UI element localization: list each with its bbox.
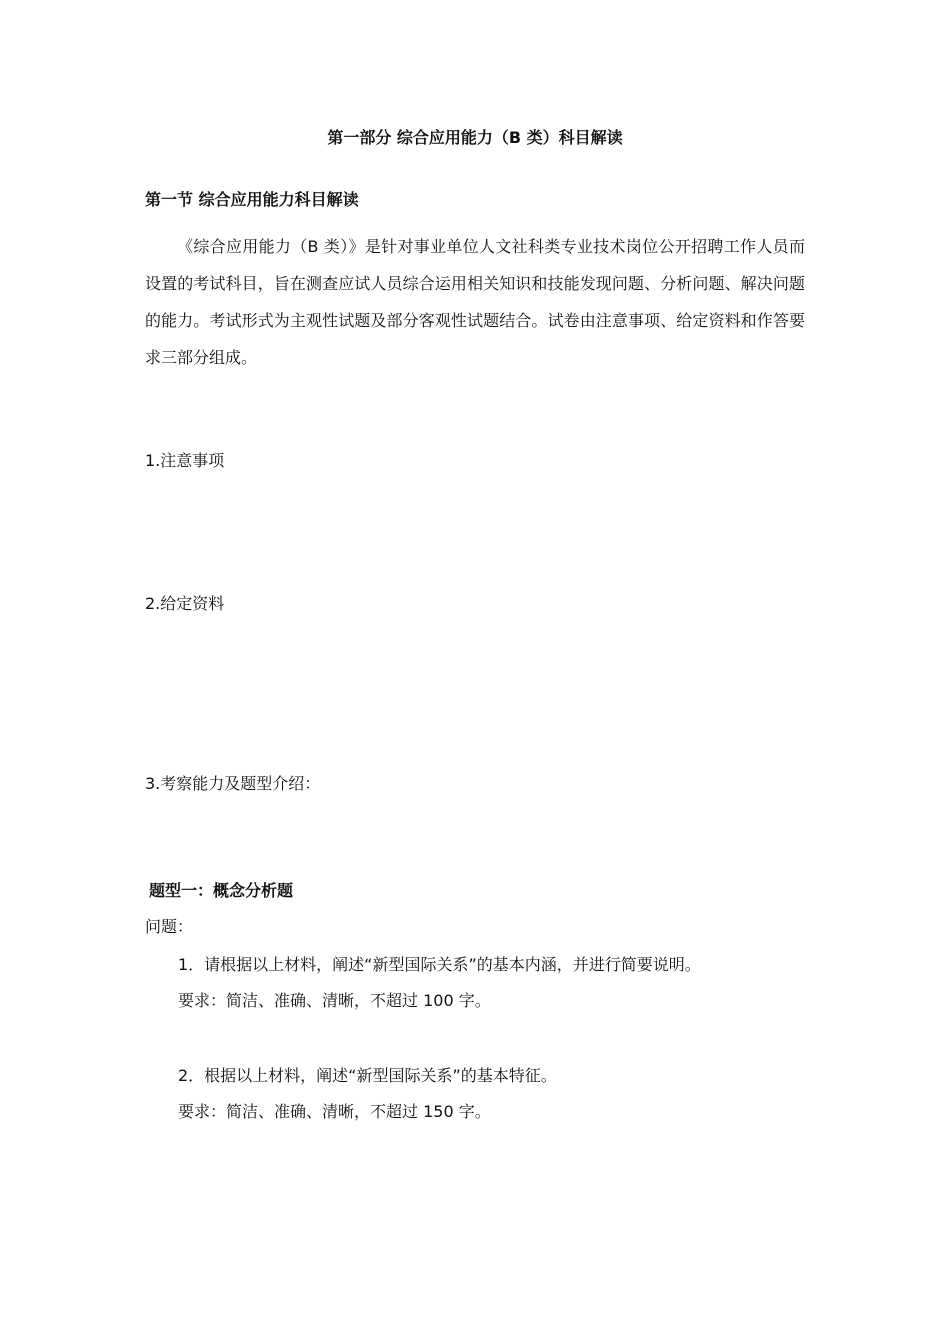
question-2-requirement: 要求：简洁、准确、清晰，不超过 150 字。 [178,1102,491,1121]
question-label: 问题： [145,917,194,936]
intro-paragraph: 《综合应用能力（B 类）》是针对事业单位人文社科类专业技术岗位公开招聘工作人员而设置的考试科目，旨在测查应试人员综合运用相关知识和技能发现问题、分析问题、解决问题的能力。考试形式为主观性试题及部分客观性试题结合。试卷由注意事项、给定资料和作答要求三部分组成。 [145,237,805,367]
item-materials: 2.给定资料 [145,594,225,613]
question-1-requirement: 要求：简洁、准确、清晰，不超过 100 字。 [178,991,491,1010]
item-notice: 1.注意事项 [145,451,225,470]
section-heading: 第一节 综合应用能力科目解读 [145,190,359,209]
question-type-heading: 题型一：概念分析题 [149,881,294,900]
item-abilities: 3.考察能力及题型介绍： [145,774,321,793]
document-title: 第一部分 综合应用能力（B 类）科目解读 [327,128,623,147]
question-1-text: 1．请根据以上材料，阐述“新型国际关系”的基本内涵，并进行简要说明。 [178,955,701,974]
question-2-text: 2．根据以上材料，阐述“新型国际关系”的基本特征。 [178,1066,557,1085]
